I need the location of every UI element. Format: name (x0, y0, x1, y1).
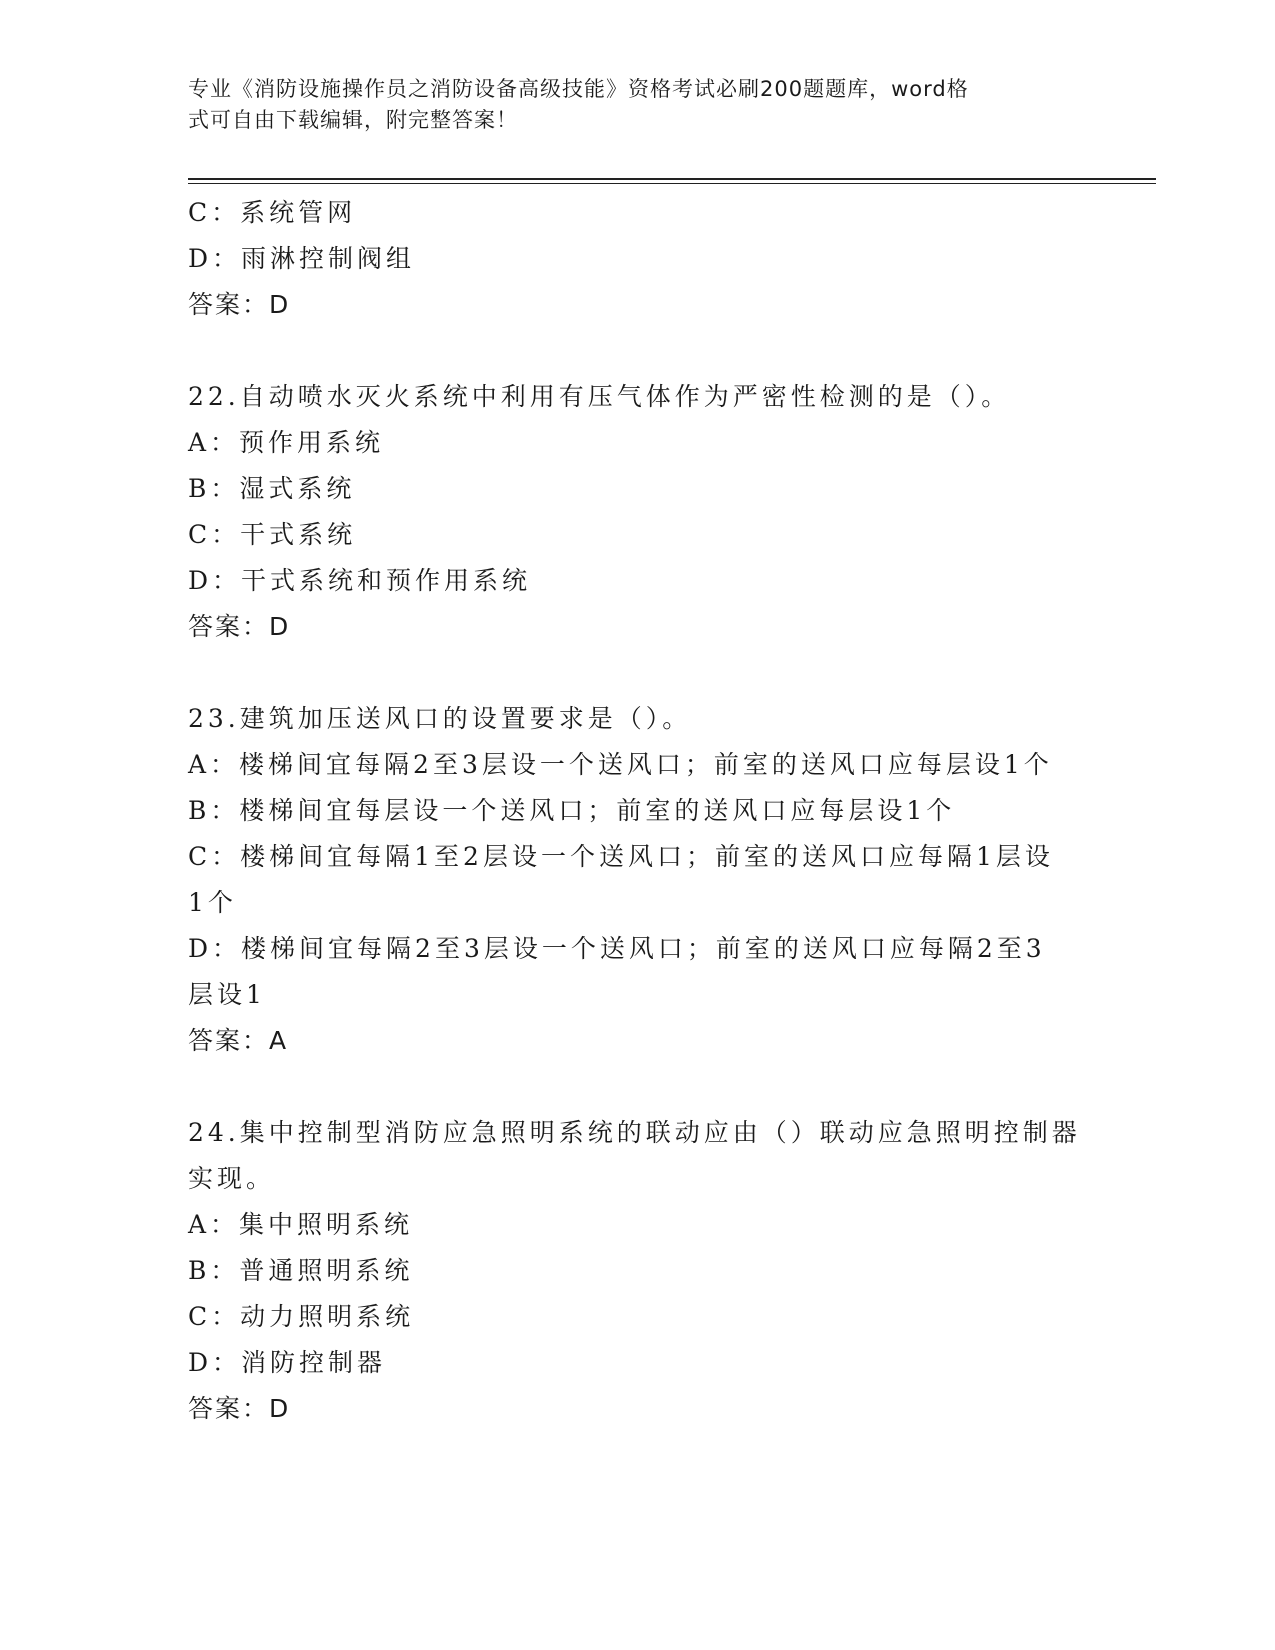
option-d-line-2: 层设1 (188, 980, 266, 1009)
option-a: A：楼梯间宜每隔2至3层设一个送风口；前室的送风口应每层设1个 (188, 750, 1053, 779)
header-line-2: 式可自由下载编辑，附完整答案！ (188, 108, 518, 132)
question-text: 23.建筑加压送风口的设置要求是（）。 (188, 704, 692, 733)
answer: 答案：D (188, 612, 291, 641)
spacer (188, 1064, 1088, 1110)
option-d: D：雨淋控制阀组 (188, 244, 416, 273)
answer: 答案：A (188, 1026, 289, 1055)
question-list (188, 190, 1088, 1432)
question-21-tail (188, 190, 1088, 328)
spacer (188, 328, 1088, 374)
question-text-line-2: 实现。 (188, 1164, 276, 1193)
option-c: C：动力照明系统 (188, 1302, 415, 1331)
question-24 (188, 1110, 1088, 1432)
question-text-line-1: 24.集中控制型消防应急照明系统的联动应由（）联动应急照明控制器 (188, 1118, 1081, 1147)
answer: 答案：D (188, 290, 291, 319)
option-a: A：集中照明系统 (188, 1210, 414, 1239)
document-header (188, 74, 1068, 136)
header-line-1: 专业《消防设施操作员之消防设备高级技能》资格考试必刷200题题库，word格 (188, 77, 969, 101)
option-c-line-2: 1个 (188, 888, 237, 917)
option-c: C：干式系统 (188, 520, 357, 549)
option-d: D：干式系统和预作用系统 (188, 566, 532, 595)
option-d-line-1: D：楼梯间宜每隔2至3层设一个送风口；前室的送风口应每隔2至3 (188, 934, 1046, 963)
option-b: B：湿式系统 (188, 474, 356, 503)
question-23 (188, 696, 1088, 1064)
header-rule-thick (188, 178, 1156, 180)
option-b: B：普通照明系统 (188, 1256, 414, 1285)
spacer (188, 650, 1088, 696)
question-text: 22.自动喷水灭火系统中利用有压气体作为严密性检测的是（）。 (188, 382, 1011, 411)
option-a: A：预作用系统 (188, 428, 385, 457)
question-22 (188, 374, 1088, 650)
answer: 答案：D (188, 1394, 291, 1423)
option-b: B：楼梯间宜每层设一个送风口；前室的送风口应每层设1个 (188, 796, 956, 825)
option-c-line-1: C：楼梯间宜每隔1至2层设一个送风口；前室的送风口应每隔1层设 (188, 842, 1054, 871)
option-d: D：消防控制器 (188, 1348, 387, 1377)
option-c: C：系统管网 (188, 198, 357, 227)
header-rule-thin (188, 183, 1156, 184)
